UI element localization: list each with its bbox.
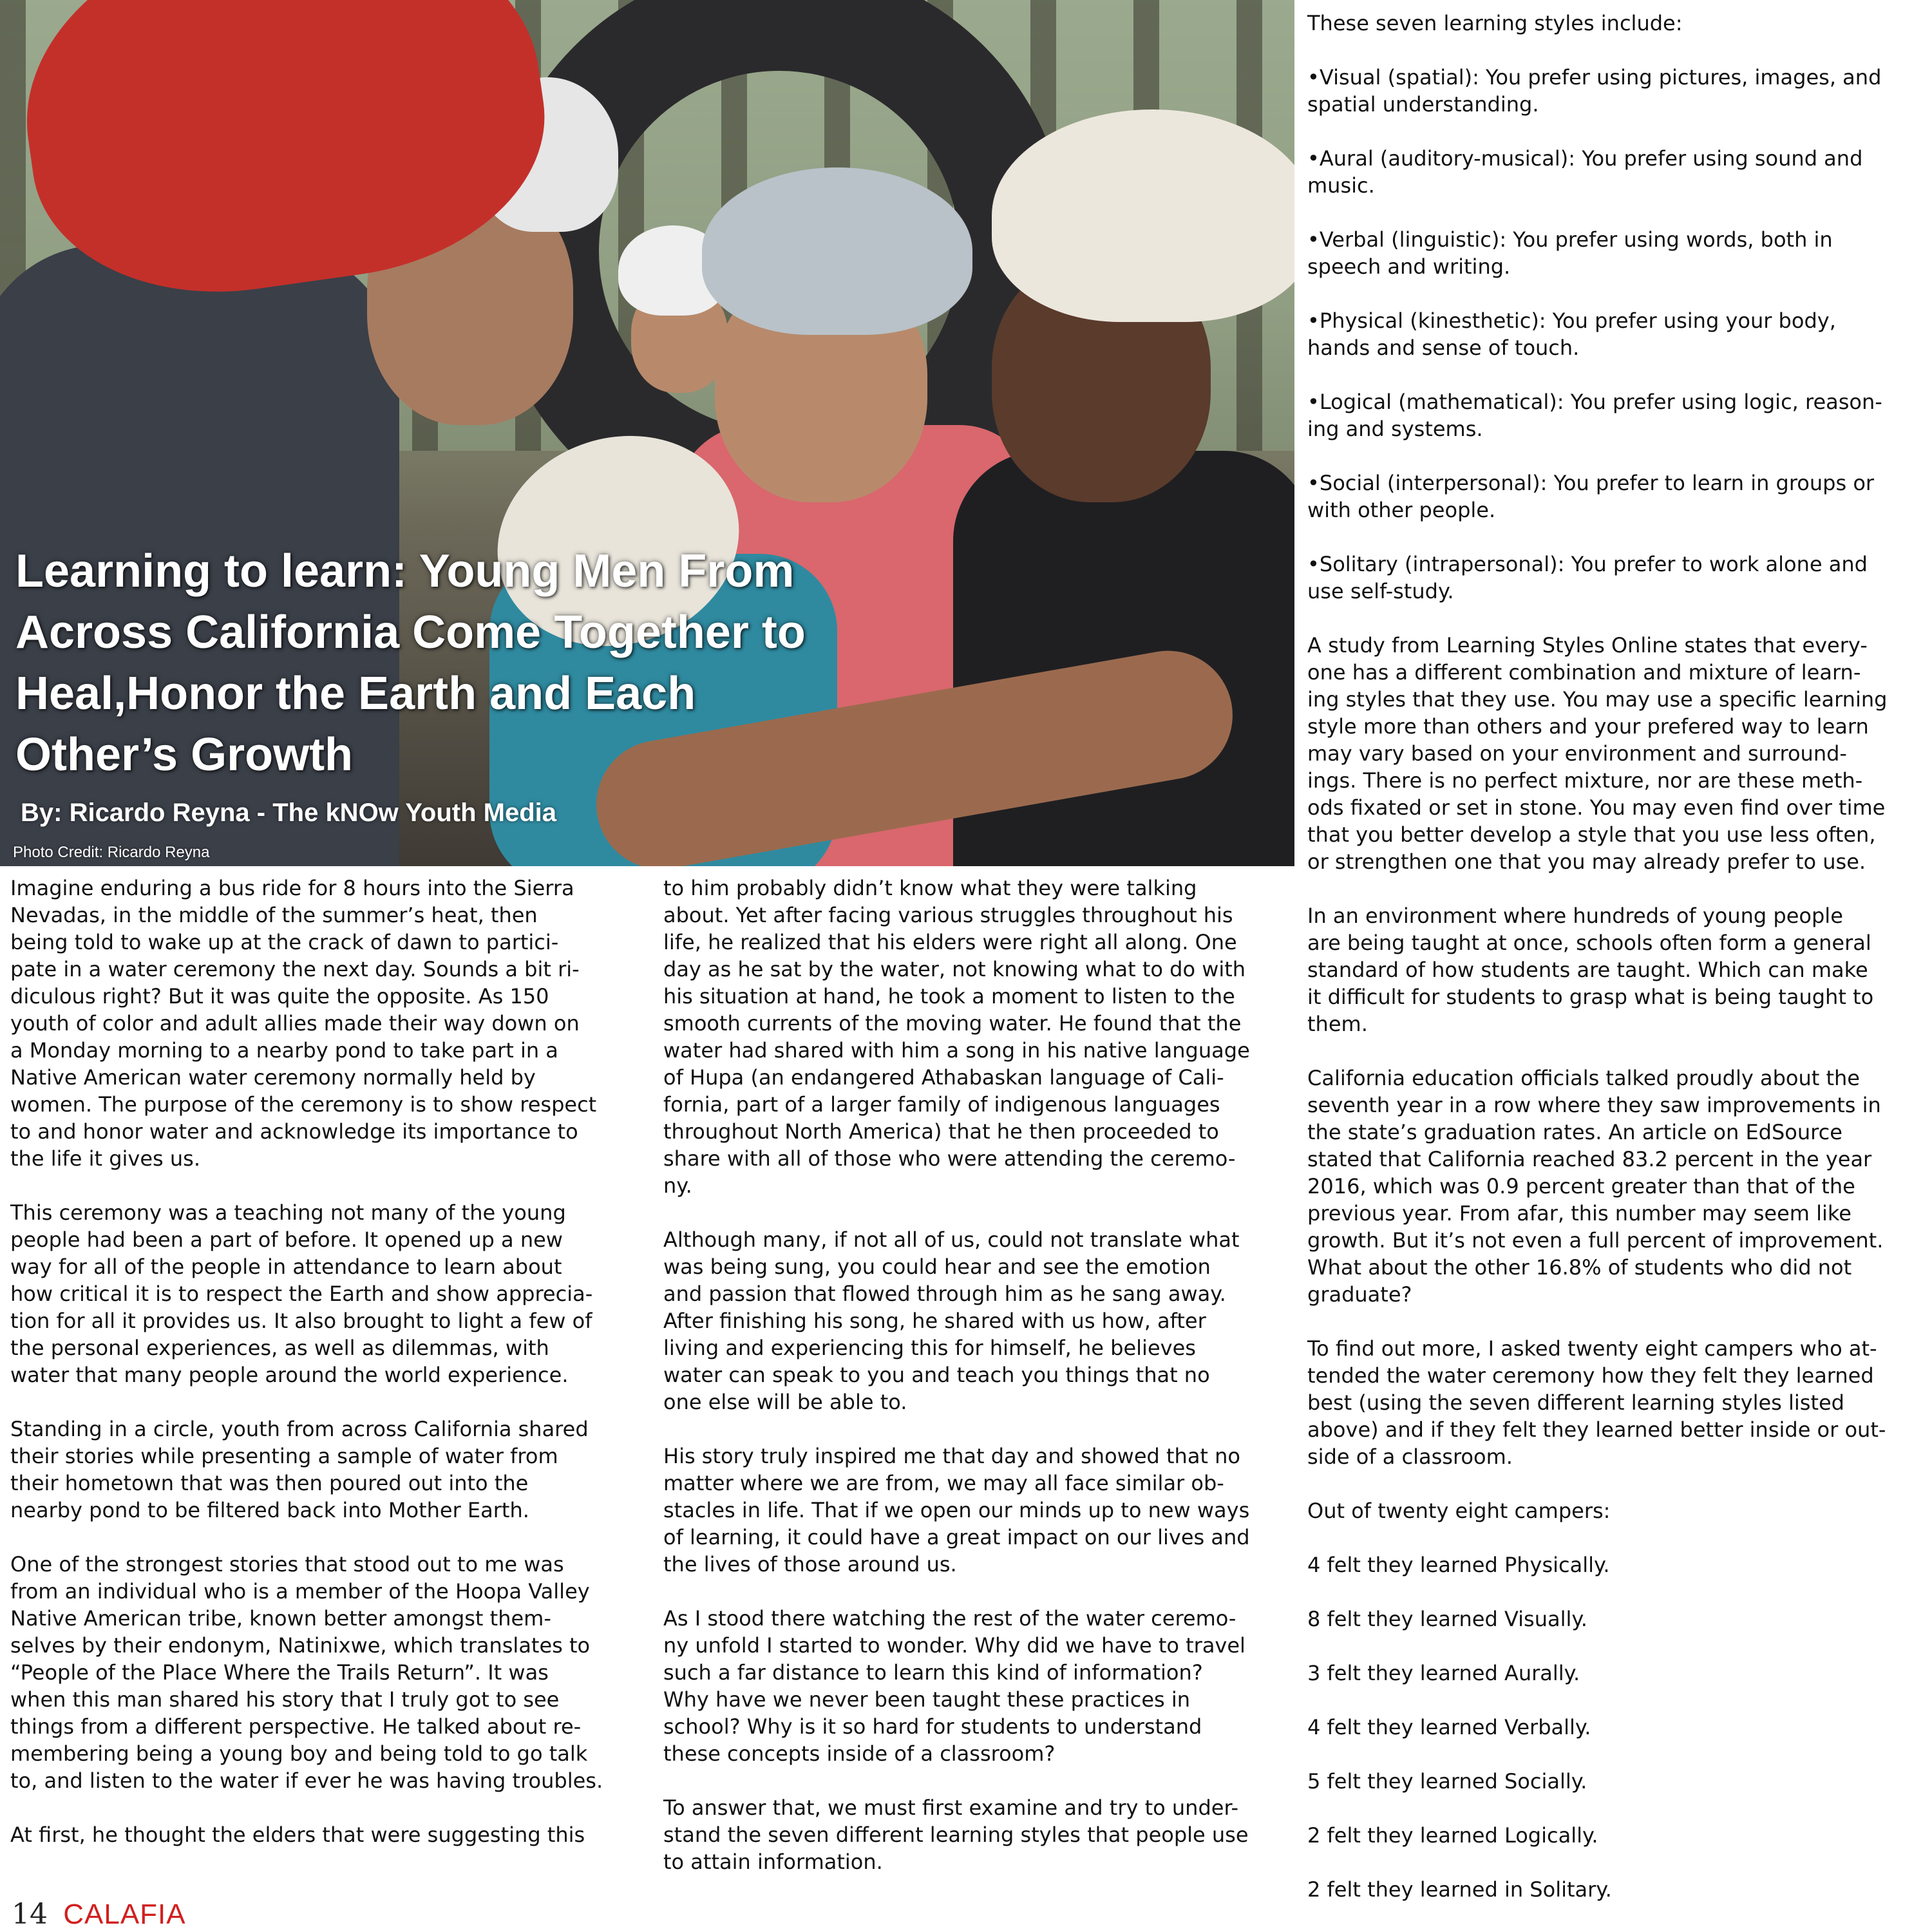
list-item: •Solitary (intrapersonal): You prefer to work alone and use self-study. — [1307, 552, 1868, 603]
text-column-1 — [10, 875, 654, 1875]
white-helmet — [992, 109, 1294, 322]
survey-result: 2 felt they learned in Solitary. — [1307, 1877, 1612, 1902]
paragraph: To answer that, we must first examine and try to under- stand the seven different learning styles that people use to attain information. — [663, 1795, 1249, 1874]
text-column-3 — [1307, 10, 1926, 1930]
list-item: •Physical (kinesthetic): You prefer using your body, hands and sense of touch. — [1307, 308, 1836, 360]
photo-credit: Photo Credit: Ricardo Reyna — [13, 844, 210, 861]
survey-result: 4 felt they learned Verbally. — [1307, 1715, 1591, 1739]
list-item: •Visual (spatial): You prefer using pictures, images, and spatial understanding. — [1307, 65, 1882, 117]
survey-result: 3 felt they learned Aurally. — [1307, 1661, 1580, 1685]
article-title: Learning to learn: Young Men From Across California Come Together to Heal,Honor the Earth and Each Other’s Growth — [15, 545, 806, 781]
list-item: •Social (interpersonal): You prefer to learn in groups or with other people. — [1307, 471, 1875, 522]
hero-photo — [0, 0, 1294, 866]
byline: By: Ricardo Reyna - The kNOw Youth Media — [21, 799, 556, 827]
paragraph: California education officials talked proudly about the seventh year in a row where they saw improvements in the state’s graduation rates. An article on EdSource stated that California reached 83.2 percent in the year 2016, which was 0.9 percent greater than that of the previous year. From afar, this number may seem like growth. But it’s not even a full percent of improvement. What about the other 16.8% of students who did not graduate? — [1307, 1066, 1884, 1307]
paragraph: Imagine enduring a bus ride for 8 hours into the Sierra Nevadas, in the middle of the summer’s heat, then being told to wake up at the crack of dawn to partici- pate in a water ceremony the next day. Sounds a bit ri- diculous right? But it was quite the opposite. As 150 youth of color and adult allies made their way down on a Monday morning to a nearby pond to take part in a Native American water ceremony normally held by women. The purpose of the ceremony is to show respect to and honor water and acknowledge its importance to the life it gives us. — [10, 876, 597, 1171]
paragraph: Although many, if not all of us, could not translate what was being sung, you could hear and see the emotion and passion that flowed through him as he sang away. After finishing his song, he shared with us how, after living and experiencing this for himself, he believes water can speak to you and teach you things that no one else will be able to. — [663, 1227, 1240, 1414]
list-item: •Verbal (linguistic): You prefer using words, both in speech and writing. — [1307, 227, 1833, 279]
paragraph: To find out more, I asked twenty eight campers who at- tended the water ceremony how they felt they learned best (using the seven different learning styles listed above) and if they felt they learned better inside or out- side of a classroom. — [1307, 1336, 1886, 1469]
list-item: •Aural (auditory-musical): You prefer using sound and music. — [1307, 146, 1863, 198]
paragraph: His story truly inspired me that day and showed that no matter where we are from, we may all face similar ob- stacles in life. That if we open our minds up to new ways of learning, it could have a great impact on our lives and the lives of those around us. — [663, 1444, 1250, 1577]
paragraph: to him probably didn’t know what they were talking about. Yet after facing various struggles throughout his life, he realized that his elders were right all along. One day as he sat by the water, not knowing what to do with his situation at hand, he took a moment to listen to the smooth currents of the moving water. He found that the water had shared with him a song in his native language of Hupa (an endangered Athabaskan language of Cali- fornia, part of a larger family of indigenous languages throughout North America) that he then proceeded to share with all of those who were attending the ceremo- ny. — [663, 876, 1250, 1198]
list-item: •Logical (mathematical): You prefer using logic, reason- ing and systems. — [1307, 390, 1882, 441]
survey-result: 5 felt they learned Socially. — [1307, 1769, 1587, 1794]
publication-name: CALAFIA — [63, 1899, 186, 1930]
page-footer — [12, 1899, 186, 1931]
paragraph: As I stood there watching the rest of the water ceremo- ny unfold I started to wonder. Why did we have to travel such a far distance to learn this kind of information? Why have we never been taught these practices in school? Why is it so hard for students to understand these concepts inside of a classroom? — [663, 1606, 1245, 1766]
survey-result: 8 felt they learned Visually. — [1307, 1607, 1587, 1631]
paragraph: A study from Learning Styles Online states that every- one has a different combination and mixture of learn- ing styles that they use. You may use a specific learning style more than others and your prefered way to learn may vary based on your environment and surround- ings. There is no perfect mixture, nor are these meth- ods fixated or set in stone. You may even find over time that you better develop a style that you use less often, or strengthen one that you may already prefer to use. — [1307, 633, 1888, 874]
paragraph: This ceremony was a teaching not many of the young people had been a part of before. It opened up a new way for all of the people in attendance to learn about how critical it is to respect the Earth and show apprecia- tion for all it provides us. It also brought to light a few of the personal experiences, as well as dilemmas, with water that many people around the world experience. — [10, 1200, 593, 1387]
survey-result: 4 felt they learned Physically. — [1307, 1553, 1610, 1577]
gray-helmet — [702, 167, 972, 335]
survey-result: 2 felt they learned Logically. — [1307, 1823, 1598, 1848]
page-number: 14 — [12, 1898, 48, 1931]
paragraph: In an environment where hundreds of young people are being taught at once, schools often form a general standard of how students are taught. Which can make it difficult for students to grasp what is being taught to them. — [1307, 904, 1874, 1036]
text-column-2 — [663, 875, 1301, 1902]
paragraph: Out of twenty eight campers: — [1307, 1499, 1611, 1523]
paragraph: At first, he thought the elders that were suggesting this — [10, 1823, 585, 1847]
paragraph: These seven learning styles include: — [1307, 11, 1683, 35]
paragraph: One of the strongest stories that stood out to me was from an individual who is a member of the Hoopa Valley Native American tribe, known better amongst them- selves by their endonym, Natinixwe, which translates to “People of the Place Where the Trails Return”. It was when this man shared his story that I truly got to see things from a different perspective. He talked about re- membering being a young boy and being told to go talk to, and listen to the water if ever he was having troubles. — [10, 1552, 603, 1793]
paragraph: Standing in a circle, youth from across California shared their stories while presenting a sample of water from their hometown that was then poured out into the nearby pond to be filtered back into Mother Earth. — [10, 1417, 589, 1522]
